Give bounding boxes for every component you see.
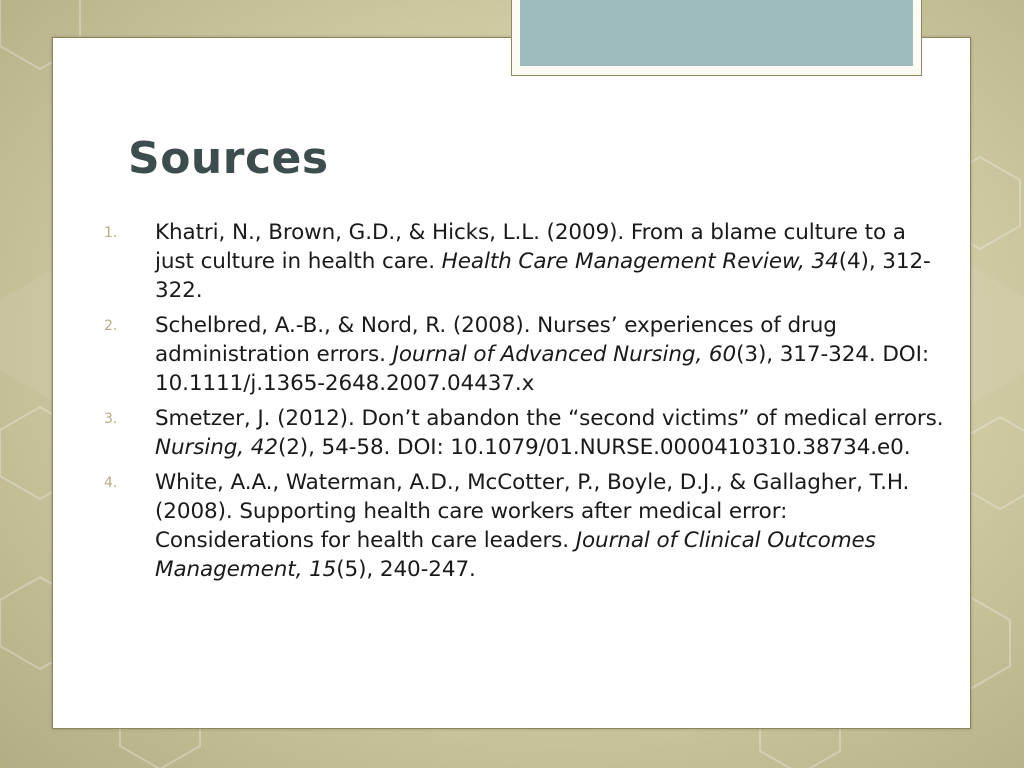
- reference-details: (4), 312-322.: [155, 249, 931, 303]
- reference-text: Khatri, N., Brown, G.D., & Hicks, L.L. (2009). From a blame culture to a just culture in health care.: [155, 220, 906, 274]
- reference-item: [104, 311, 944, 398]
- reference-item: [104, 404, 944, 462]
- slide-header-tab: [511, 0, 922, 76]
- reference-text: Schelbred, A.-B., & Nord, R. (2008). Nurses’ experiences of drug administration errors.: [155, 313, 837, 367]
- reference-journal: Nursing, 42: [155, 435, 278, 460]
- reference-details: (3), 317-324. DOI: 10.1111/j.1365-2648.2007.04437.x: [155, 342, 929, 396]
- reference-text: Smetzer, J. (2012). Don’t abandon the “second victims” of medical errors.: [155, 406, 944, 431]
- reference-journal: Journal of Clinical Outcomes Management, 15: [155, 528, 876, 582]
- reference-details: (2), 54-58. DOI: 10.1079/01.NURSE.0000410310.38734.e0.: [277, 435, 911, 460]
- reference-item: [104, 468, 944, 584]
- reference-journal: Health Care Management Review, 34: [441, 249, 839, 274]
- references-list: [104, 218, 944, 590]
- reference-item: [104, 218, 944, 305]
- reference-details: (5), 240-247.: [336, 557, 476, 582]
- slide-title: Sources: [128, 133, 329, 184]
- tab-accent-band: [520, 0, 913, 66]
- reference-text: White, A.A., Waterman, A.D., McCotter, P., Boyle, D.J., & Gallagher, T.H. (2008). Supporting health care workers after medical error: Considerations for health care leaders.: [155, 470, 910, 553]
- reference-number: 2.: [104, 318, 118, 334]
- reference-number: 3.: [104, 411, 118, 427]
- reference-number: 4.: [104, 475, 118, 491]
- reference-journal: Journal of Advanced Nursing, 60: [392, 342, 737, 367]
- reference-number: 1.: [104, 225, 118, 241]
